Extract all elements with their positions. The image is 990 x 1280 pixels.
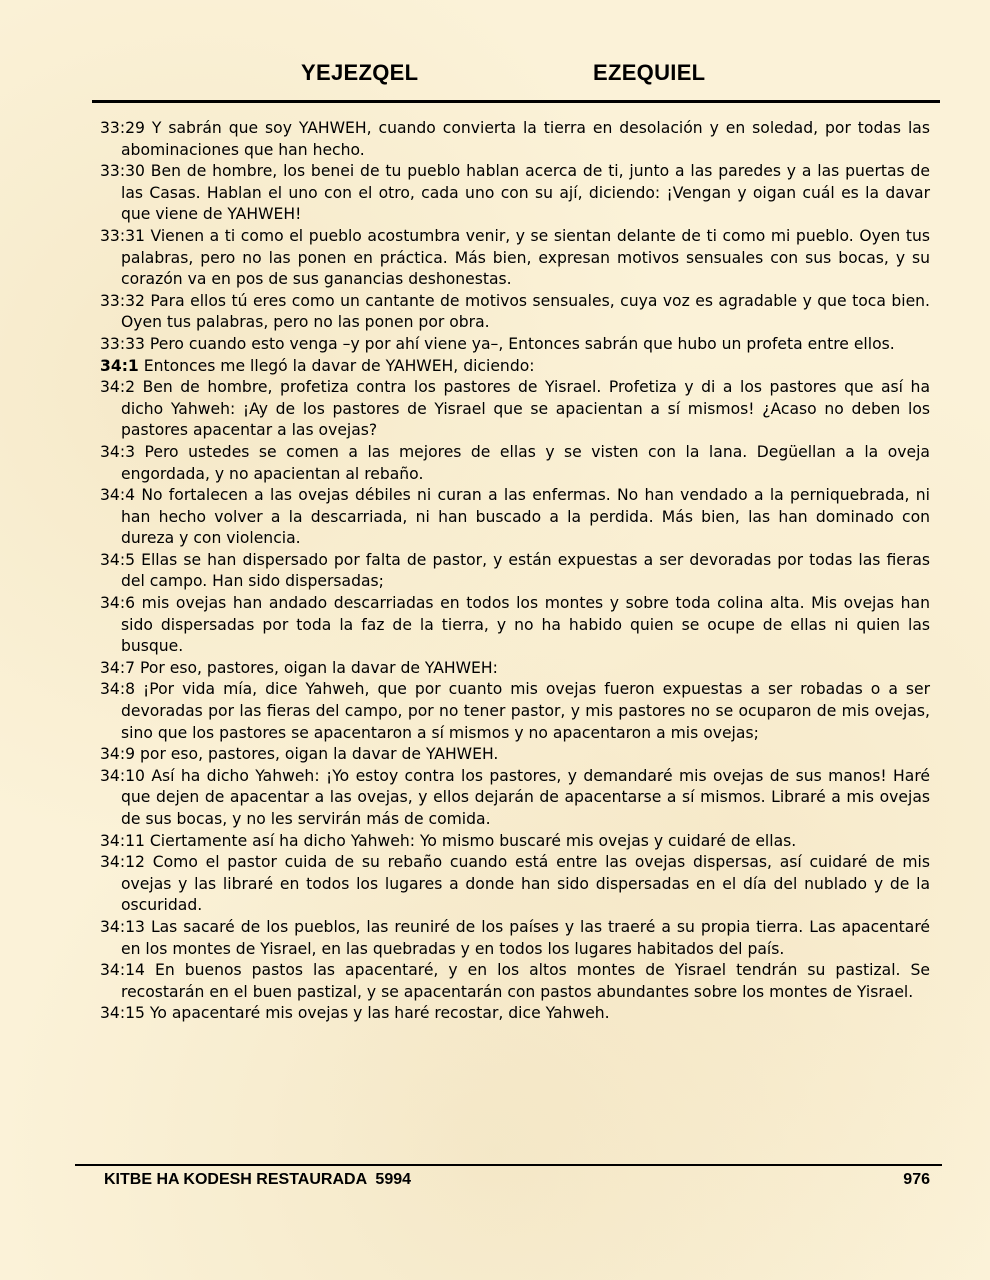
- verse: [100, 766, 930, 831]
- verse-ref: 34:15: [100, 1004, 145, 1023]
- verse-text: Pero cuando esto venga –y por ahí viene ya–, Entonces sabrán que hubo un profeta entre ellos.: [149, 334, 895, 353]
- verse-ref: 34:5: [100, 550, 136, 569]
- verse: [100, 161, 930, 226]
- verse: [100, 291, 930, 334]
- verse: [100, 831, 930, 853]
- verse-ref: 33:30: [100, 162, 145, 181]
- header-spanish-title: EZEQUIEL: [593, 60, 706, 85]
- verse-text: Las sacaré de los pueblos, las reuniré de los países y las traeré a su propia tierra. Las apacentaré en los montes de Yisrael, en las quebradas y en todos los lugares habitados del país.: [121, 917, 930, 958]
- verse-ref: 34:13: [100, 917, 145, 936]
- verse-text: por eso, pastores, oigan la davar de YAHWEH.: [140, 745, 499, 764]
- verse-ref: 34:11: [100, 831, 145, 850]
- verse-text: Ben de hombre, profetiza contra los pastores de Yisrael. Profetiza y di a los pastores que así ha dicho Yahweh: ¡Ay de los pastores de Yisrael que se apacientan a sí mismos! ¿Acaso no deben los pastores apacentar a las ovejas?: [121, 378, 930, 440]
- header-hebrew-title: YEJEZQEL: [301, 60, 419, 85]
- verse-ref: 34:7: [100, 658, 136, 677]
- verse: [100, 485, 930, 550]
- verse-text: ¡Por vida mía, dice Yahweh, que por cuanto mis ovejas fueron expuestas a ser robadas o a ser devoradas por las fieras del campo, por no tener pastor, y mis pastores no se ocuparon de mis ovejas, sino que los pastores se apacentaron a sí mismos y no apacentaron a mis ovejas;: [121, 680, 930, 742]
- page-number: 976: [903, 1171, 930, 1188]
- verse-text: Entonces me llegó la davar de YAHWEH, diciendo:: [143, 356, 535, 375]
- verse-text: mis ovejas han andado descarriadas en todos los montes y sobre toda colina alta. Mis ovejas han sido dispersadas por toda la faz de la tierra, y no ha habido quien se ocupe de ellas ni quien las busque.: [121, 594, 930, 656]
- verse-chapter-start: [100, 356, 930, 378]
- verse-ref: 34:12: [100, 853, 145, 872]
- verse-text: Ellas se han dispersado por falta de pastor, y están expuestas a ser devoradas por todas las fieras del campo. Han sido dispersadas;: [121, 550, 930, 591]
- verse-ref: 33:29: [100, 119, 145, 137]
- verse: [100, 917, 930, 960]
- verse-text: Vienen a ti como el pueblo acostumbra venir, y se sientan delante de ti como mi pueblo. Oyen tus palabras, pero no las ponen en práctica. Más bien, expresan motivos sensuales con sus bocas, y su corazón va en pos de sus ganancias deshonestas.: [121, 226, 930, 289]
- verse: [100, 1003, 930, 1025]
- verse: [100, 377, 930, 442]
- verse-ref: 34:4: [100, 486, 136, 505]
- verse-ref: 34:6: [100, 594, 136, 613]
- verse-text: Para ellos tú eres como un cantante de motivos sensuales, cuya voz es agradable y que toca bien. Oyen tus palabras, pero no las ponen por obra.: [121, 291, 930, 332]
- verse-text: Como el pastor cuida de su rebaño cuando está entre las ovejas dispersas, así cuidaré de mis ovejas y las libraré en todos los lugares a donde han sido dispersadas en el día del nublado y de la oscuridad.: [121, 853, 930, 915]
- verse-text: Yo apacentaré mis ovejas y las haré recostar, dice Yahweh.: [149, 1004, 610, 1023]
- verse: [100, 960, 930, 1003]
- verse-text: Así ha dicho Yahweh: ¡Yo estoy contra los pastores, y demandaré mis ovejas de sus manos! Haré que dejen de apacentar a las ovejas, y ellos dejarán de apacentarse a sí mismos. Libraré a mis ovejas de sus bocas, y no les servirán más de comida.: [121, 766, 930, 828]
- verse: [100, 550, 930, 593]
- verse-ref: 34:1: [100, 356, 139, 375]
- verse: [100, 852, 930, 917]
- verse: [100, 679, 930, 744]
- verse: [100, 593, 930, 658]
- verse-list: [100, 118, 930, 1025]
- verse: [100, 442, 930, 485]
- verse-text: Ciertamente así ha dicho Yahweh: Yo mismo buscaré mis ovejas y cuidaré de ellas.: [149, 831, 797, 850]
- verse-ref: 33:31: [100, 226, 145, 245]
- page-header: [0, 58, 990, 92]
- verse-text: Por eso, pastores, oigan la davar de YAHWEH:: [140, 658, 498, 677]
- verse: [100, 658, 930, 680]
- verse-ref: 33:32: [100, 291, 145, 310]
- verse-text: Pero ustedes se comen a las mejores de ellas y se visten con la lana. Degüellan a la oveja engordada, y no apacientan al rebaño.: [121, 442, 930, 483]
- verse-ref: 34:8: [100, 680, 136, 699]
- verse-ref: 34:14: [100, 961, 145, 980]
- verse-text: Y sabrán que soy YAHWEH, cuando convierta la tierra en desolación y en soledad, por todas las abominaciones que han hecho.: [121, 119, 930, 159]
- verse: [100, 744, 930, 766]
- verse-ref: 34:9: [100, 745, 136, 764]
- verse: [100, 334, 930, 356]
- verse-ref: 33:33: [100, 334, 145, 353]
- verse-text: En buenos pastos las apacentaré, y en los altos montes de Yisrael tendrán su pastizal. Se recostarán en el buen pastizal, y se apacentarán con pastos abundantes sobre los montes de Yisrael.: [121, 961, 930, 1001]
- verse-ref: 34:3: [100, 442, 136, 461]
- verse: [100, 226, 930, 291]
- footer-book-title: KITBE HA KODESH RESTAURADA 5994: [104, 1171, 412, 1188]
- verse: [100, 118, 930, 161]
- footer-divider: [75, 1164, 942, 1166]
- verse-text: Ben de hombre, los benei de tu pueblo hablan acerca de ti, junto a las paredes y a las puertas de las Casas. Hablan el uno con el otro, cada uno con su ají, diciendo: ¡Vengan y oigan cuál es la davar que viene de YAHWEH!: [121, 162, 930, 224]
- header-divider: [92, 100, 940, 103]
- verse-ref: 34:10: [100, 766, 145, 785]
- verse-ref: 34:2: [100, 378, 136, 397]
- verse-text: No fortalecen a las ovejas débiles ni curan a las enfermas. No han vendado a la perniquebrada, ni han hecho volver a la descarriada, ni han buscado a la perdida. Más bien, las han dominado con dureza y con violencia.: [121, 486, 930, 548]
